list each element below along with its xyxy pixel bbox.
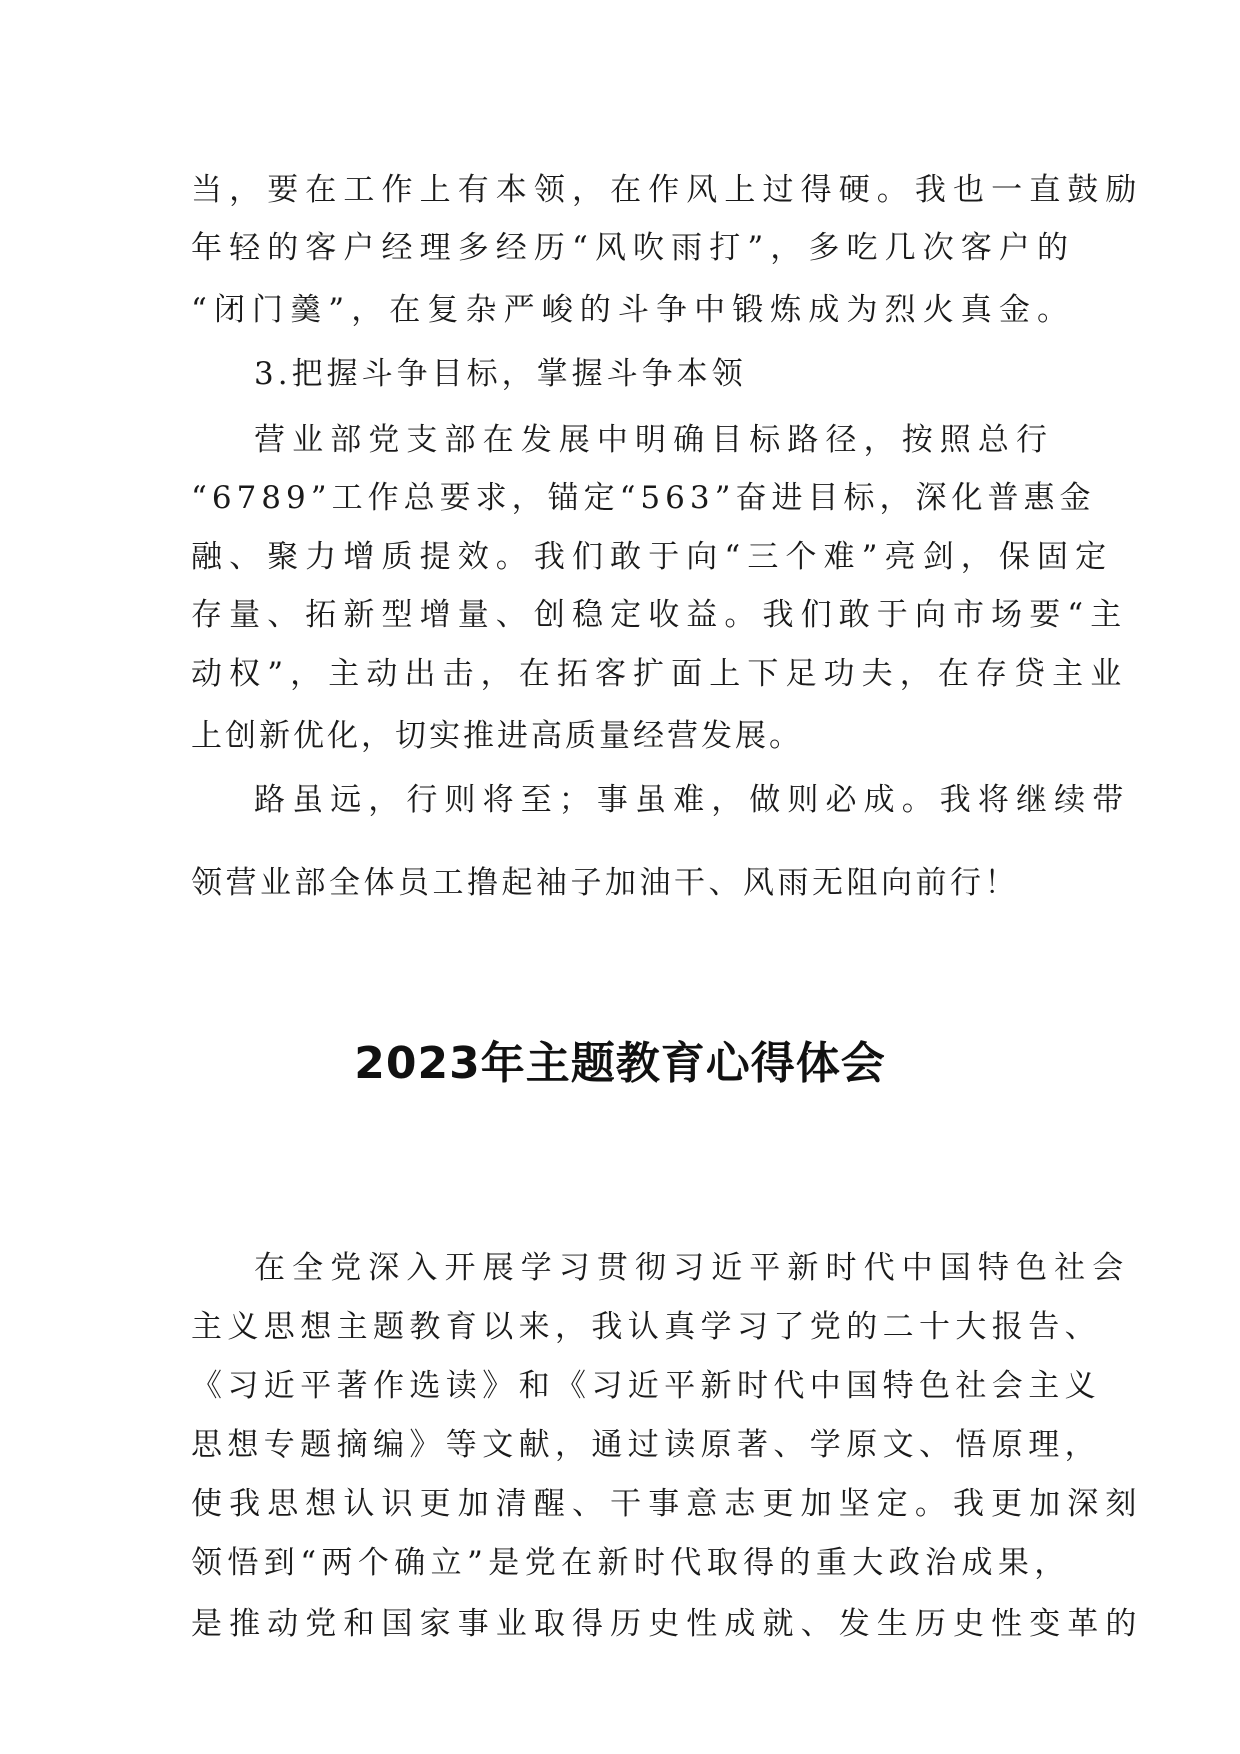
body-line: 主义思想主题教育以来，我认真学习了党的二十大报告、 [191, 1309, 1101, 1345]
body-line: 路虽远，行则将至；事虽难，做则必成。我将继续带 [254, 782, 1131, 818]
body-line: 领营业部全体员工撸起袖子加油干、风雨无阻向前行！ [191, 865, 1019, 901]
section-heading: 3.把握斗争目标，掌握斗争本领 [254, 356, 747, 392]
body-line: “闭门羹”，在复杂严峻的斗争中锻炼成为烈火真金。 [191, 292, 1076, 328]
body-line: 领悟到“两个确立”是党在新时代取得的重大政治成果， [191, 1545, 1071, 1581]
body-line: 在全党深入开展学习贯彻习近平新时代中国特色社会 [254, 1250, 1131, 1286]
body-line: 年轻的客户经理多经历“风吹雨打”，多吃几次客户的 [191, 230, 1076, 266]
body-line: 上创新优化，切实推进高质量经营发展。 [191, 718, 803, 754]
body-line: 《习近平著作选读》和《习近平新时代中国特色社会主义 [191, 1368, 1101, 1404]
body-line: “6789”工作总要求，锚定“563”奋进目标，深化普惠金 [191, 480, 1096, 516]
body-line: 是推动党和国家事业取得历史性成就、发生历史性变革的 [191, 1606, 1144, 1642]
body-line: 融、聚力增质提效。我们敢于向“三个难”亮剑，保固定 [191, 539, 1114, 575]
body-line: 存量、拓新型增量、创稳定收益。我们敢于向市场要“主 [191, 597, 1129, 633]
body-line: 营业部党支部在发展中明确目标路径，按照总行 [254, 422, 1055, 458]
body-line: 使我思想认识更加清醒、干事意志更加坚定。我更加深刻 [191, 1486, 1144, 1522]
body-line: 当，要在工作上有本领，在作风上过得硬。我也一直鼓励 [191, 172, 1144, 208]
document-title: 2023年主题教育心得体会 [354, 1038, 886, 1089]
body-line: 动权”，主动出击，在拓客扩面上下足功夫，在存贷主业 [191, 656, 1129, 692]
body-line: 思想专题摘编》等文献，通过读原著、学原文、悟原理， [191, 1427, 1101, 1463]
